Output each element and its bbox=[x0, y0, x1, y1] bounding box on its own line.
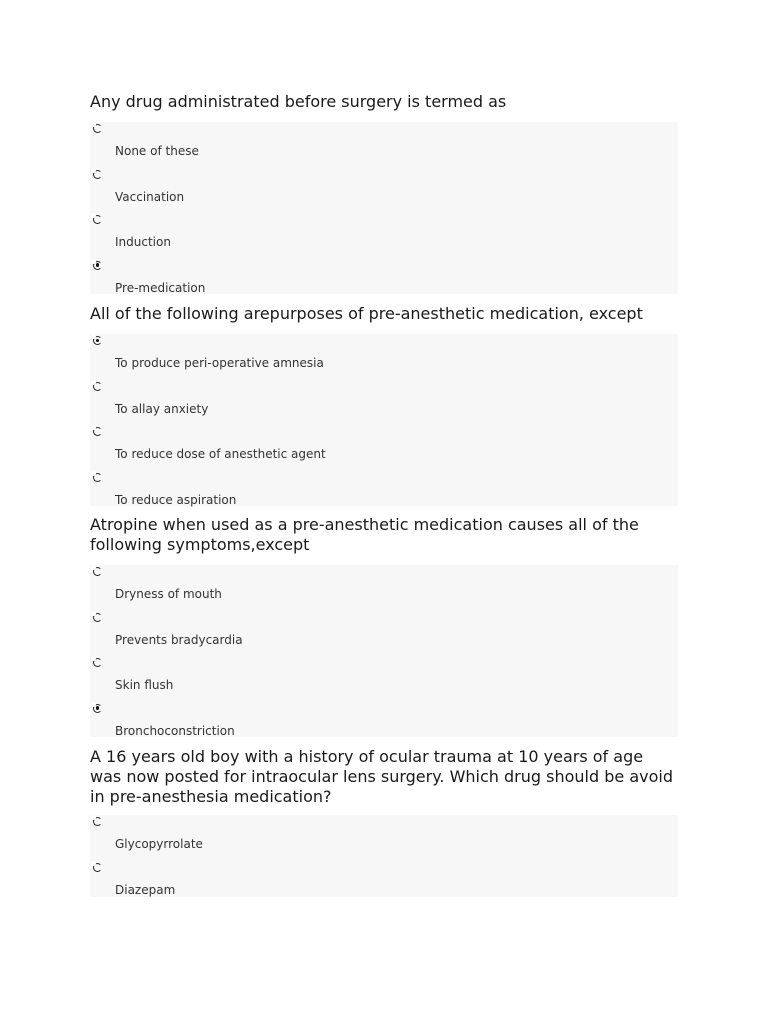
radio-icon[interactable] bbox=[93, 382, 102, 391]
option-label: None of these bbox=[115, 144, 199, 158]
option-label: Bronchoconstriction bbox=[115, 723, 235, 738]
question-3-text: Atropine when used as a pre-anesthetic medication causes all of the following symptoms,except bbox=[90, 515, 639, 554]
option-peri-operative-amnesia[interactable] bbox=[90, 334, 678, 380]
option-label: To produce peri-operative amnesia bbox=[115, 356, 324, 370]
radio-icon[interactable] bbox=[93, 170, 102, 179]
option-label: Induction bbox=[115, 235, 171, 249]
radio-checked-icon[interactable] bbox=[93, 336, 102, 345]
option-label: Dryness of mouth bbox=[115, 587, 222, 601]
radio-icon[interactable] bbox=[93, 863, 102, 872]
option-label: To reduce dose of anesthetic agent bbox=[115, 447, 326, 461]
option-label: Vaccination bbox=[115, 189, 185, 204]
option-vaccination[interactable] bbox=[90, 168, 678, 214]
radio-icon[interactable] bbox=[93, 215, 102, 224]
radio-icon[interactable] bbox=[93, 473, 102, 482]
option-reduce-aspiration[interactable] bbox=[90, 471, 678, 517]
option-allay-anxiety[interactable] bbox=[90, 380, 678, 426]
radio-checked-icon[interactable] bbox=[93, 261, 102, 270]
option-dryness-of-mouth[interactable] bbox=[90, 565, 678, 611]
radio-icon[interactable] bbox=[93, 658, 102, 667]
option-label: Prevents bradycardia bbox=[115, 632, 243, 647]
question-3-options bbox=[90, 565, 678, 737]
option-label: Skin flush bbox=[115, 678, 174, 692]
question-4-text: A 16 years old boy with a history of ocular trauma at 10 years of age was now posted for intraocular lens surgery. Which drug should be avoid in pre-anesthesia medication? bbox=[90, 747, 673, 806]
option-skin-flush[interactable] bbox=[90, 656, 678, 702]
option-label: To allay anxiety bbox=[115, 401, 209, 416]
option-prevents-bradycardia[interactable] bbox=[90, 611, 678, 657]
radio-icon[interactable] bbox=[93, 613, 102, 622]
radio-icon[interactable] bbox=[93, 817, 102, 826]
option-label: Pre-medication bbox=[115, 280, 206, 295]
radio-checked-icon[interactable] bbox=[93, 704, 102, 713]
radio-icon[interactable] bbox=[93, 427, 102, 436]
option-label: To reduce aspiration bbox=[115, 492, 237, 507]
option-reduce-dose[interactable] bbox=[90, 425, 678, 471]
option-none-of-these[interactable] bbox=[90, 122, 678, 168]
option-bronchoconstriction[interactable] bbox=[90, 702, 678, 748]
question-1-text: Any drug administrated before surgery is termed as bbox=[90, 92, 507, 111]
option-label: Diazepam bbox=[115, 882, 176, 897]
question-4-options bbox=[90, 815, 678, 897]
option-diazepam[interactable] bbox=[90, 861, 678, 907]
radio-icon[interactable] bbox=[93, 567, 102, 576]
option-label: Glycopyrrolate bbox=[115, 837, 203, 851]
option-glycopyrrolate[interactable] bbox=[90, 815, 678, 861]
option-pre-medication[interactable] bbox=[90, 259, 678, 305]
question-2-options bbox=[90, 334, 678, 506]
option-induction[interactable] bbox=[90, 213, 678, 259]
question-2-text: All of the following arepurposes of pre-anesthetic medication, except bbox=[90, 304, 643, 323]
question-1-options bbox=[90, 122, 678, 294]
radio-icon[interactable] bbox=[93, 124, 102, 133]
